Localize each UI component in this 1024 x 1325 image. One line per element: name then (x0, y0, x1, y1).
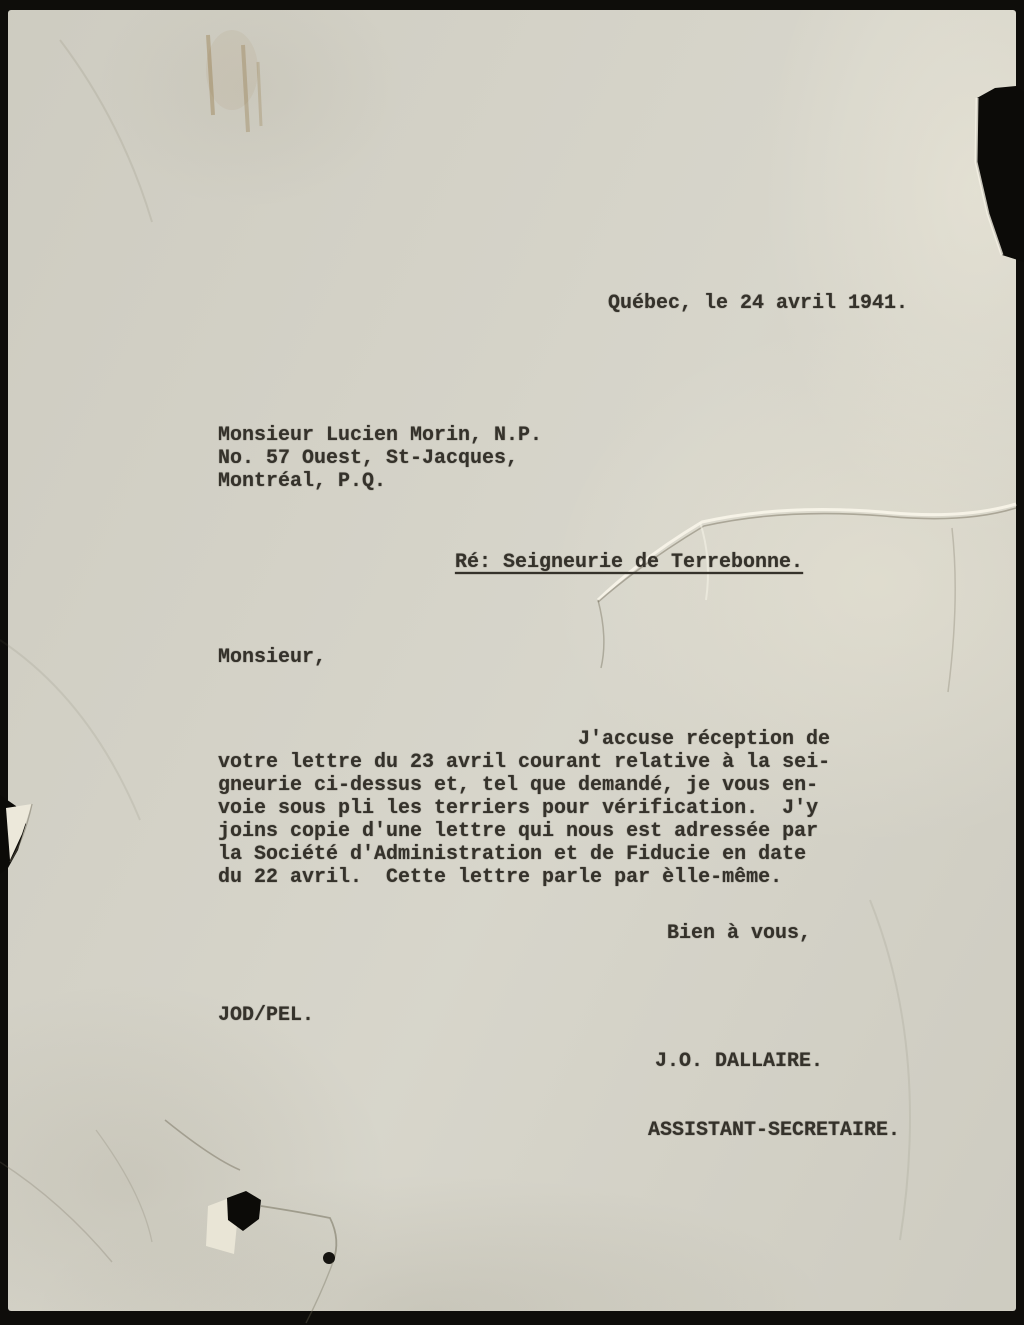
signature-title: ASSISTANT-SECRETAIRE. (648, 1119, 901, 1142)
body-line: gneurie ci-dessus et, tel que demandé, je vous en- (218, 774, 819, 797)
recipient-line: No. 57 Ouest, St-Jacques, (218, 447, 519, 470)
body-line: J'accuse réception de (578, 728, 831, 751)
recipient-line: Montréal, P.Q. (218, 470, 387, 493)
signature-block (648, 1004, 900, 1165)
body-line: voie sous pli les terriers pour vérification. J'y (218, 797, 819, 820)
body-line: votre lettre du 23 avril courant relative à la sei- (218, 751, 831, 774)
subject-line: Ré: Seigneurie de Terrebonne. (455, 551, 804, 574)
body-paragraph (218, 728, 830, 889)
signature-name: J.O. DALLAIRE. (655, 1050, 824, 1073)
recipient-address-block (218, 424, 542, 493)
body-line: la Société d'Administration et de Fiducie en date (218, 843, 807, 866)
body-line: joins copie d'une lettre qui nous est adressée par (218, 820, 819, 843)
body-line: du 22 avril. Cette lettre parle par èlle-même. (218, 866, 783, 889)
salutation: Monsieur, (218, 646, 327, 669)
reference-initials: JOD/PEL. (218, 1004, 315, 1027)
date-line: Québec, le 24 avril 1941. (608, 292, 909, 315)
closing-line: Bien à vous, (667, 922, 812, 945)
recipient-line: Monsieur Lucien Morin, N.P. (218, 424, 543, 447)
